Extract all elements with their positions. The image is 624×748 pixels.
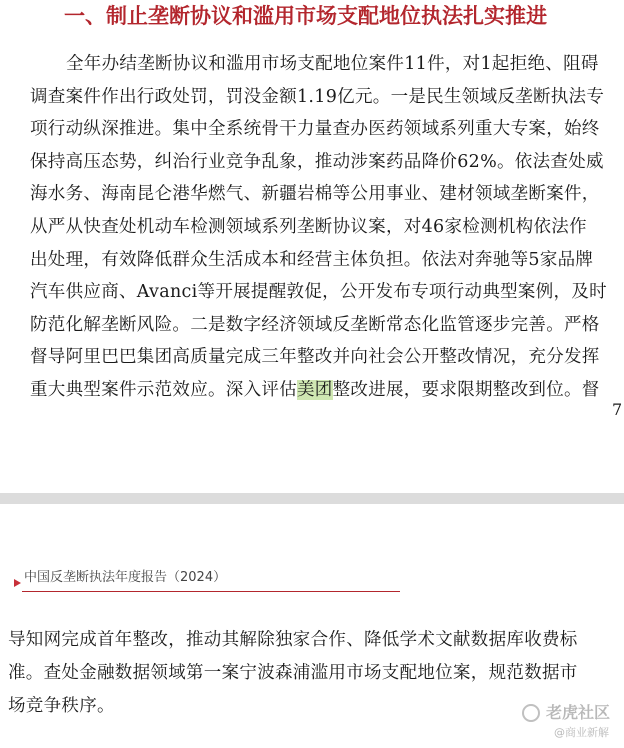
paragraph-line: 海水务、海南昆仑港华燃气、新疆岩棉等公用事业、建材领域垄断案件， bbox=[30, 184, 600, 205]
watermark-name: 老虎社区 bbox=[546, 703, 611, 722]
line-text-before: 重大典型案件示范效应。深入评估 bbox=[30, 379, 297, 400]
paragraph-line: 从严从快查处机动车检测领域系列垄断协议案，对46家检测机构依法作 bbox=[30, 216, 587, 237]
watermark-handle: @商业新解 bbox=[554, 726, 609, 739]
paragraph-line: 防范化解垄断风险。二是数字经济领域反垄断常态化监管逐步完善。严格 bbox=[30, 314, 600, 335]
header-triangle-icon bbox=[14, 579, 21, 587]
body-paragraph bbox=[30, 48, 624, 407]
paragraph-line: 出处理，有效降低群众生活成本和经营主体负担。依法对奔驰等5家品牌 bbox=[30, 249, 594, 270]
paragraph-line: 场竞争秩序。 bbox=[8, 696, 115, 716]
paragraph-line: 督导阿里巴巴集团高质量完成三年整改并向社会公开整改情况，充分发挥 bbox=[30, 347, 600, 368]
paragraph-line: 项行动纵深推进。集中全系统骨干力量查办医药领域系列重大专案，始终 bbox=[30, 119, 600, 140]
paragraph-line: 汽车供应商、Avanci等开展提醒敦促，公开发布专项行动典型案例，及时 bbox=[30, 282, 607, 303]
paragraph-line: 保持高压态势，纠治行业竞争乱象，推动涉案药品降价62%。依法查处威 bbox=[30, 151, 604, 172]
page-number: 7 bbox=[612, 400, 623, 419]
report-page-8 bbox=[0, 504, 624, 748]
page-divider bbox=[0, 493, 624, 504]
paragraph-line: 调查案件作出行政处罚，罚没金额1.19亿元。一是民生领域反垄断执法专 bbox=[30, 86, 605, 107]
paragraph-line: 全年办结垄断协议和滥用市场支配地位案件11件，对1起拒绝、阻碍 bbox=[66, 54, 599, 74]
highlighted-text[interactable]: 美团 bbox=[297, 379, 333, 400]
line-text-after: 整改进展，要求限期整改到位。督 bbox=[332, 379, 600, 400]
paragraph-line-last bbox=[30, 374, 624, 407]
running-header bbox=[14, 567, 400, 593]
watermark bbox=[516, 702, 620, 746]
paragraph-line: 导知网完成首年整改，推动其解除独家合作、降低学术文献数据库收费标 bbox=[8, 630, 578, 650]
paragraph-line: 准。查处金融数据领域第一案宁波森浦滥用市场支配地位案，规范数据市 bbox=[8, 663, 578, 683]
section-heading: 一、制止垄断协议和滥用市场支配地位执法扎实推进 bbox=[64, 3, 547, 28]
tiger-logo-icon bbox=[522, 704, 540, 722]
header-rule bbox=[22, 591, 400, 592]
running-header-text: 中国反垄断执法年度报告（2024） bbox=[24, 570, 227, 585]
